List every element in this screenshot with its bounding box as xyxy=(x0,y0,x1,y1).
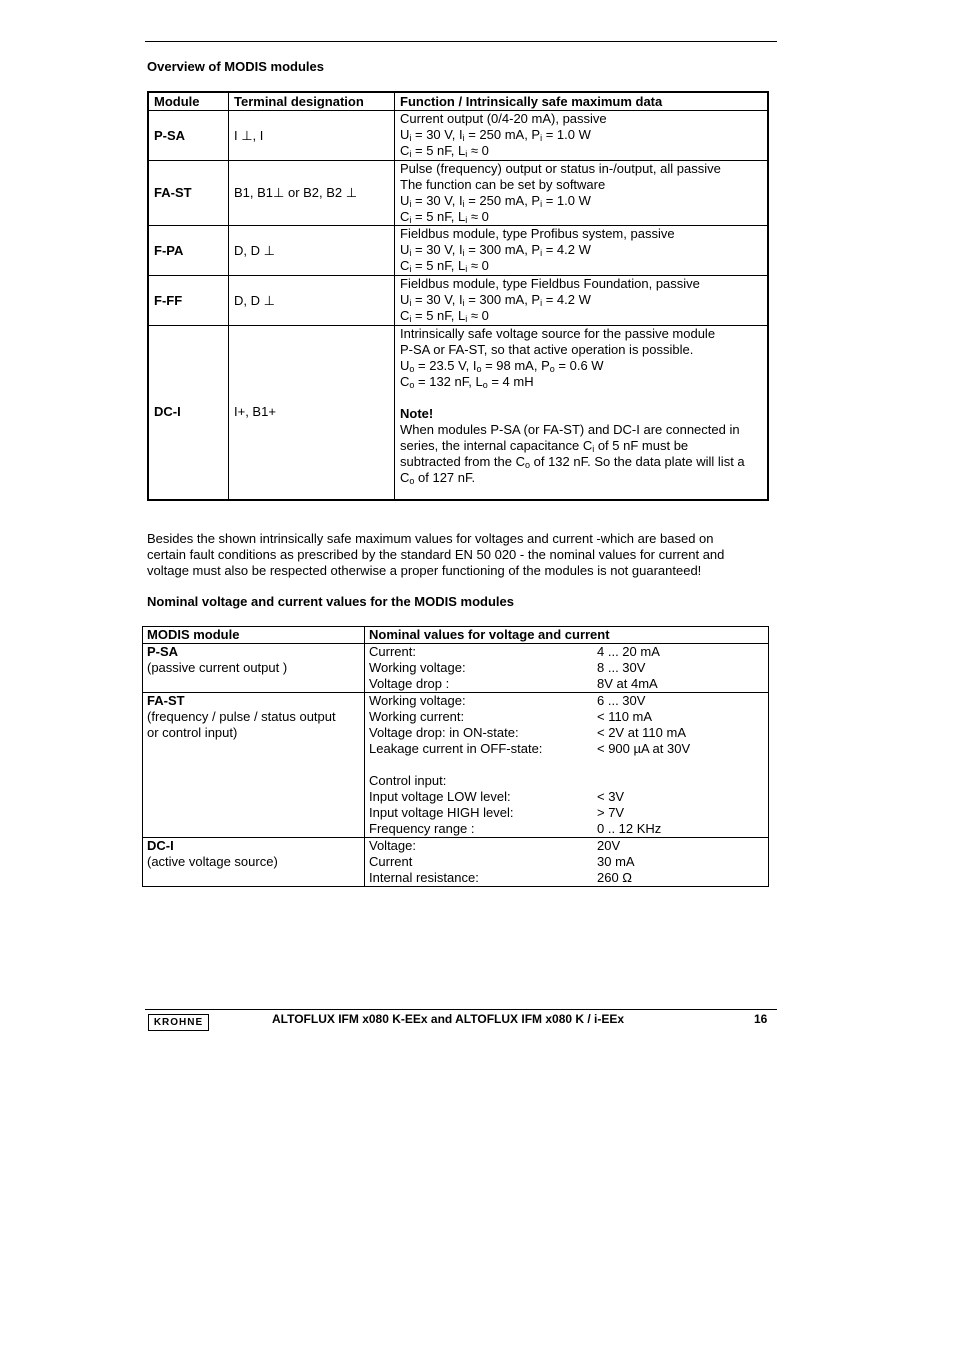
header-module: Module xyxy=(148,92,229,111)
function-cell xyxy=(395,276,769,326)
note-title: Note! xyxy=(400,406,434,421)
value-row xyxy=(369,644,764,660)
module-name: P-SA xyxy=(148,111,229,161)
footer-title: ALTOFLUX IFM x080 K-EEx and ALTOFLUX IFM x080 K / i-EEx xyxy=(272,1012,625,1026)
value-text: 0 .. 12 KHz xyxy=(597,821,662,836)
function-line: $C_i = 5$ nF, $L_i \approx 0$ xyxy=(400,209,489,225)
value-label: Voltage drop: in ON-state: xyxy=(369,725,519,740)
terminal-designation: I+, B1+ xyxy=(229,326,395,500)
table-row xyxy=(143,838,769,887)
module-cell xyxy=(143,644,365,693)
note-line: subtracted from the $C_o$ of 132 nF. So the data plate will list a xyxy=(400,454,745,470)
function-line: Intrinsically safe voltage source for the passive module xyxy=(400,326,716,341)
module-description: or control input) xyxy=(147,725,238,740)
value-row xyxy=(369,693,764,709)
header-function: Function / Intrinsically safe maximum data xyxy=(395,92,769,111)
terminal-designation: D, D ⊥ xyxy=(229,276,395,326)
table-header-row xyxy=(148,92,768,111)
spacer xyxy=(400,390,762,406)
value-label: Current: xyxy=(369,644,416,659)
terminal-designation: B1, B1⊥ or B2, B2 ⊥ xyxy=(229,161,395,226)
value-row xyxy=(369,854,764,870)
module-name: DC-I xyxy=(148,326,229,500)
value-row xyxy=(369,870,764,886)
table-header-row xyxy=(143,627,769,644)
value-label: Input voltage HIGH level: xyxy=(369,805,514,820)
header-modis-module: MODIS module xyxy=(143,627,365,644)
value-label: Working voltage: xyxy=(369,693,466,708)
table-row xyxy=(143,644,769,693)
value-label: Internal resistance: xyxy=(369,870,479,885)
value-label: Voltage: xyxy=(369,838,416,853)
value-text: 260 Ω xyxy=(597,870,633,885)
krohne-logo: KROHNE xyxy=(148,1014,209,1031)
module-name: FA-ST xyxy=(147,693,185,708)
modules-table xyxy=(147,91,769,501)
overview-heading: Overview of MODIS modules xyxy=(147,59,324,74)
note-line: When modules P-SA (or FA-ST) and DC-I are connected in xyxy=(400,422,740,437)
function-line: Fieldbus module, type Profibus system, passive xyxy=(400,226,675,241)
value-row xyxy=(369,789,764,805)
terminal-designation: D, D ⊥ xyxy=(229,226,395,276)
paragraph-line: Besides the shown intrinsically safe maximum values for voltages and current -which are based on xyxy=(147,531,714,546)
value-row xyxy=(369,741,764,757)
module-cell xyxy=(143,693,365,838)
value-row xyxy=(369,725,764,741)
header-nominal-values: Nominal values for voltage and current xyxy=(365,627,769,644)
function-cell xyxy=(395,111,769,161)
function-line: $C_o = 132$ nF, $L_o = 4$ mH xyxy=(400,374,534,390)
value-text: < 3V xyxy=(597,789,625,804)
table-row xyxy=(148,326,768,500)
value-row-spacer xyxy=(369,757,764,773)
table-row xyxy=(148,226,768,276)
note-line: series, the internal capacitance $C_i$ of 5 nF must be xyxy=(400,438,689,454)
value-label: Leakage current in OFF-state: xyxy=(369,741,543,756)
value-text: < 900 µA at 30V xyxy=(597,741,691,756)
value-label: Frequency range : xyxy=(369,821,475,836)
value-label: Current xyxy=(369,854,413,869)
value-row xyxy=(369,709,764,725)
function-line: Current output (0/4-20 mA), passive xyxy=(400,111,607,126)
page-number: 16 xyxy=(754,1012,768,1026)
terminal-designation: I ⊥, I xyxy=(229,111,395,161)
module-name: DC-I xyxy=(147,838,174,853)
value-label: Control input: xyxy=(369,773,447,788)
value-row xyxy=(369,676,764,692)
top-rule xyxy=(145,41,777,42)
function-line: Fieldbus module, type Fieldbus Foundation, passive xyxy=(400,276,700,291)
module-name: F-PA xyxy=(148,226,229,276)
function-line: $U_i = 30$ V, $I_i = 300$ mA, $P_i = 4.2$ W xyxy=(400,242,591,258)
value-text: < 110 mA xyxy=(597,709,653,724)
values-cell xyxy=(365,693,769,838)
value-row xyxy=(369,821,764,837)
module-name: F-FF xyxy=(148,276,229,326)
table-row xyxy=(148,276,768,326)
function-line: $U_i = 30$ V, $I_i = 250$ mA, $P_i = 1.0$ W xyxy=(400,193,591,209)
header-terminal: Terminal designation xyxy=(229,92,395,111)
value-label: Working current: xyxy=(369,709,465,724)
module-cell xyxy=(143,838,365,887)
function-line: $C_i = 5$ nF, $L_i \approx 0$ xyxy=(400,308,489,324)
table-row xyxy=(148,111,768,161)
function-line: The function can be set by software xyxy=(400,177,606,192)
function-line: $U_i = 30$ V, $I_i = 300$ mA, $P_i = 4.2$ W xyxy=(400,292,591,308)
value-row xyxy=(369,773,764,789)
value-text: 4 ... 20 mA xyxy=(597,644,660,659)
paragraph-line: certain fault conditions as prescribed by the standard EN 50 020 - the nominal values for current and xyxy=(147,547,725,562)
function-cell xyxy=(395,226,769,276)
values-cell xyxy=(365,838,769,887)
value-row xyxy=(369,838,764,854)
function-line: P-SA or FA-ST, so that active operation is possible. xyxy=(400,342,694,357)
module-description: (frequency / pulse / status output xyxy=(147,709,336,724)
nominal-heading: Nominal voltage and current values for the MODIS modules xyxy=(147,594,514,609)
module-description: (passive current output ) xyxy=(147,660,288,675)
function-line: $U_o = 23.5$ V, $I_o = 98$ mA, $P_o = 0.6$ W xyxy=(400,358,604,374)
table-row xyxy=(143,693,769,838)
value-row xyxy=(369,660,764,676)
value-text: 8V at 4mA xyxy=(597,676,658,691)
value-text: 30 mA xyxy=(597,854,635,869)
value-text: 8 ... 30V xyxy=(597,660,646,675)
function-line: $C_i = 5$ nF, $L_i \approx 0$ xyxy=(400,143,489,159)
value-label: Working voltage: xyxy=(369,660,466,675)
module-name: FA-ST xyxy=(148,161,229,226)
value-label: Input voltage LOW level: xyxy=(369,789,511,804)
function-cell xyxy=(395,161,769,226)
function-line: $U_i = 30$ V, $I_i = 250$ mA, $P_i = 1.0$ W xyxy=(400,127,591,143)
function-cell xyxy=(395,326,769,500)
value-label: Voltage drop : xyxy=(369,676,450,691)
value-row xyxy=(369,805,764,821)
value-text: > 7V xyxy=(597,805,625,820)
module-name: P-SA xyxy=(147,644,179,659)
nominal-values-table xyxy=(142,626,769,887)
footer-rule xyxy=(145,1009,777,1010)
value-text: < 2V at 110 mA xyxy=(597,725,687,740)
value-text: 20V xyxy=(597,838,621,853)
values-cell xyxy=(365,644,769,693)
note-line: $C_o$ of 127 nF. xyxy=(400,470,476,486)
value-text: 6 ... 30V xyxy=(597,693,646,708)
table-row xyxy=(148,161,768,226)
function-line: Pulse (frequency) output or status in-/output, all passive xyxy=(400,161,721,176)
explanation-paragraph xyxy=(147,531,767,579)
module-description: (active voltage source) xyxy=(147,854,278,869)
spacer xyxy=(369,757,597,773)
paragraph-line: voltage must also be respected otherwise a proper functioning of the modules is not guaranteed! xyxy=(147,563,702,578)
function-line: $C_i = 5$ nF, $L_i \approx 0$ xyxy=(400,258,489,274)
